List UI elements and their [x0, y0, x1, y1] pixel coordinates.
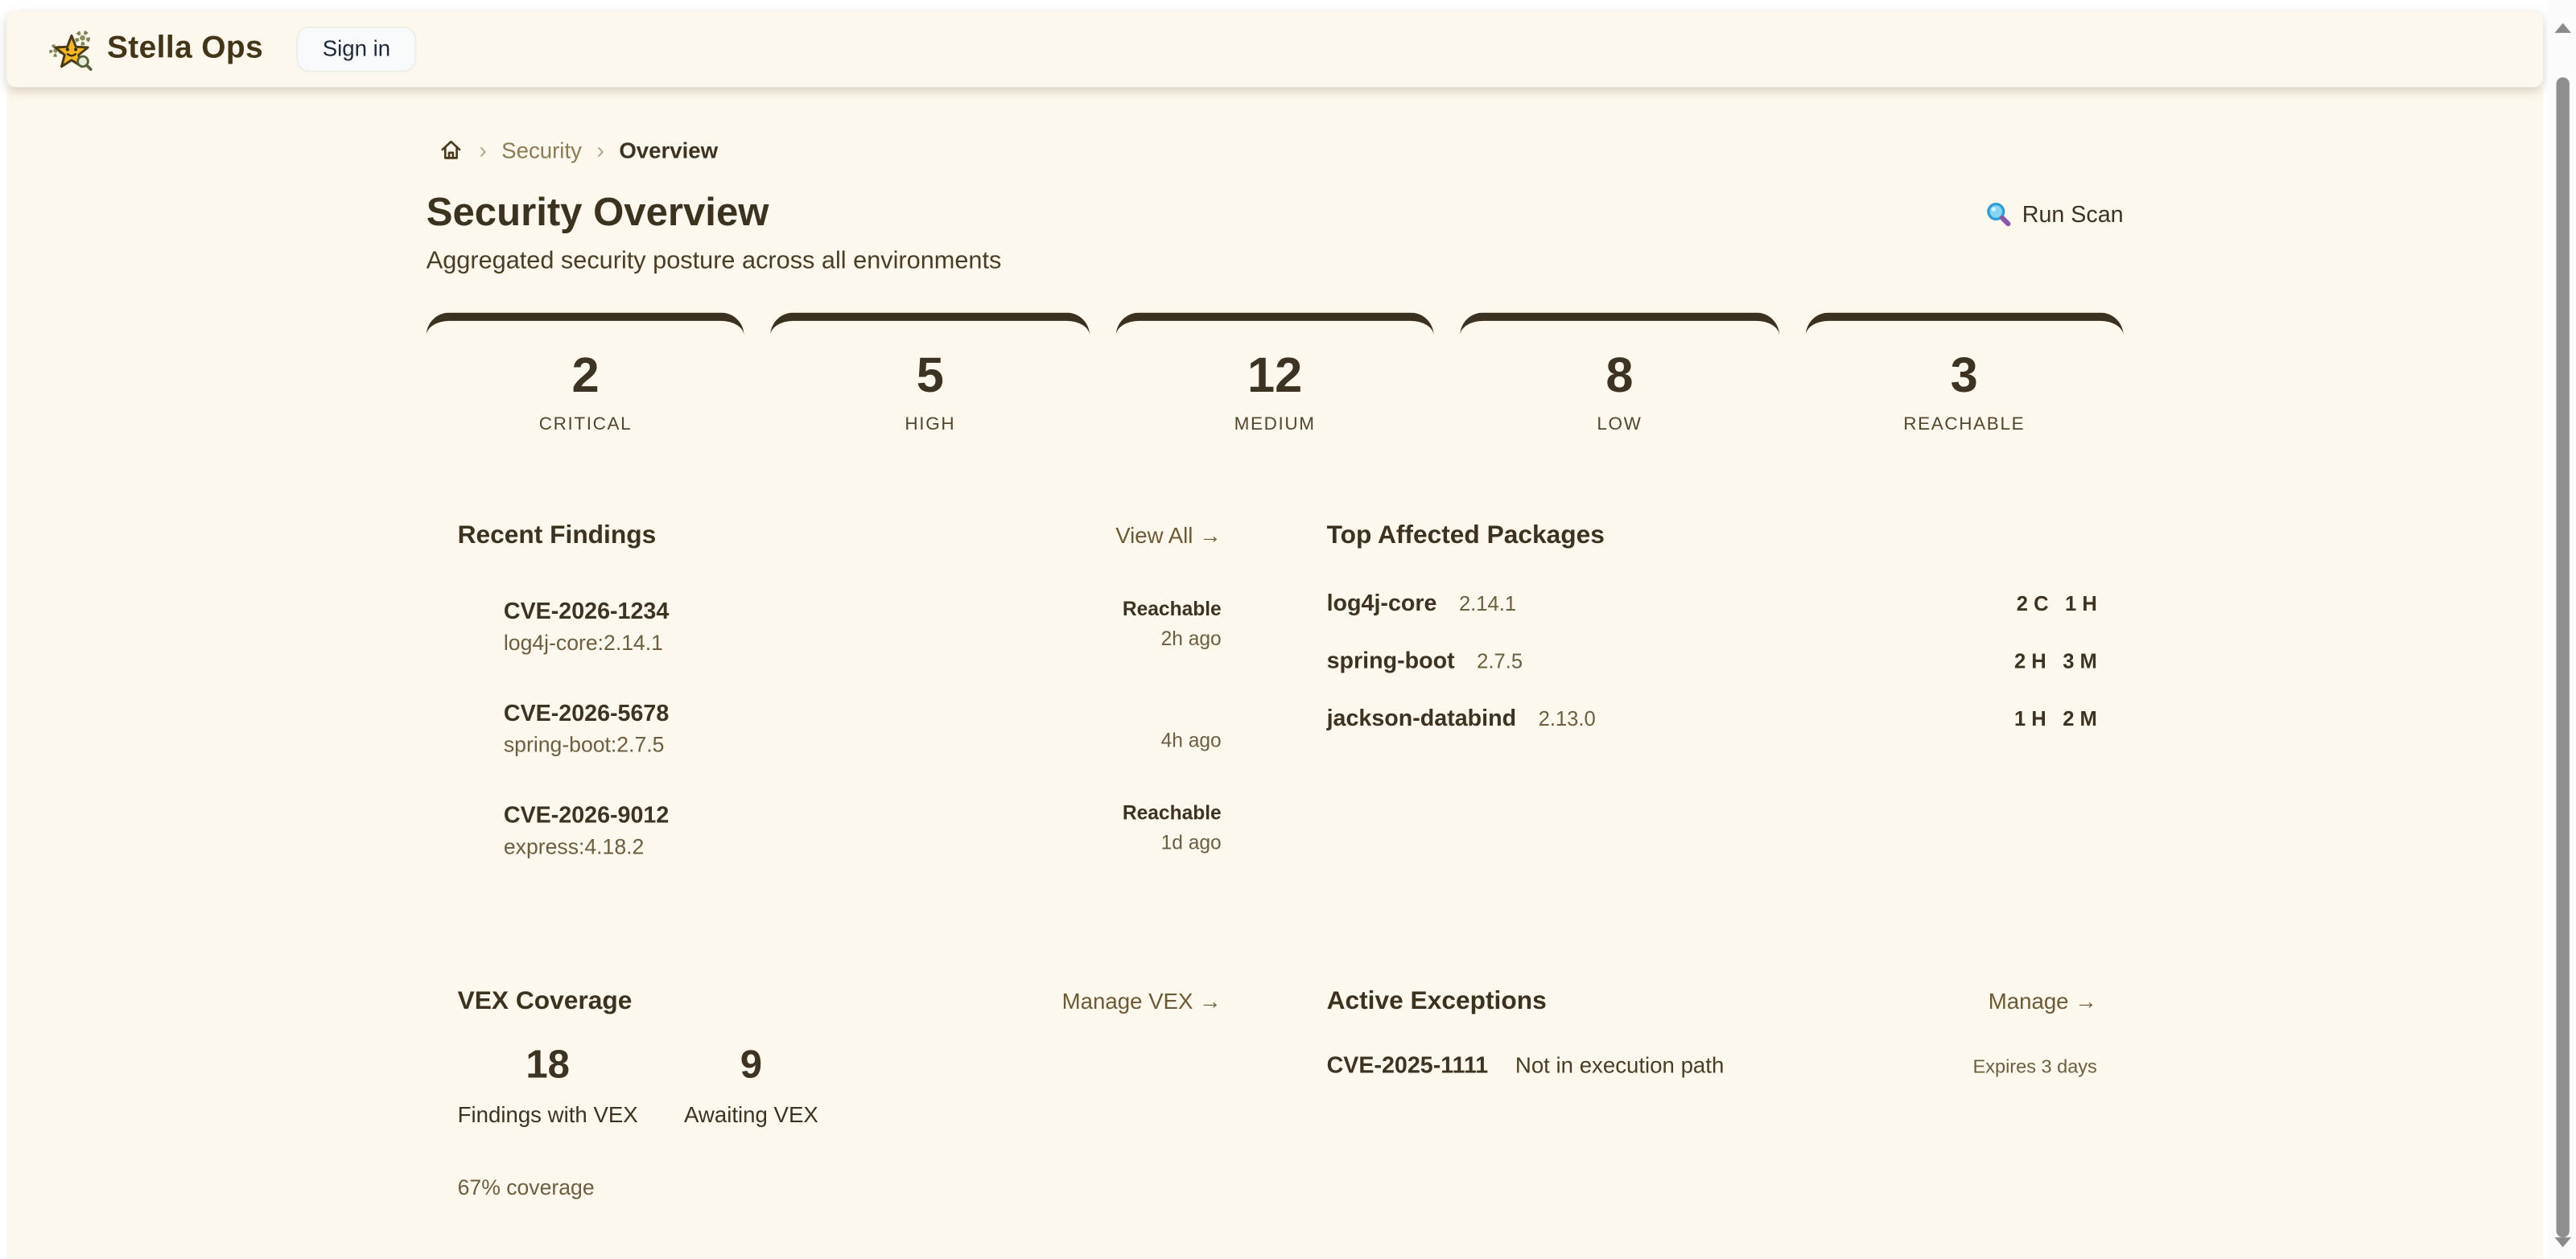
top-packages-title: Top Affected Packages [1326, 521, 1605, 550]
panel-head [1327, 521, 2097, 551]
title-row [427, 191, 2124, 237]
recent-findings-panel [427, 521, 1236, 890]
stella-ops-logo-icon [49, 27, 93, 72]
finding-row[interactable] [458, 788, 1222, 872]
finding-time: 1d ago [1160, 830, 1222, 854]
vex-label: Findings with VEX [457, 1102, 638, 1128]
panels-row-1 [427, 521, 2124, 890]
stat-value: 5 [916, 348, 944, 404]
breadcrumb-separator: › [479, 136, 487, 163]
findings-list [458, 584, 1222, 872]
scroll-up-icon [2553, 23, 2570, 32]
severity-count: 1 H [2013, 706, 2046, 730]
package-name: jackson-databind [1326, 703, 1517, 730]
active-exceptions-panel [1313, 987, 2123, 1199]
scrollbar-thumb[interactable] [2555, 77, 2568, 1237]
vex-label: Awaiting VEX [683, 1102, 818, 1128]
package-name: spring-boot [1326, 645, 1455, 673]
severity-cards-row [427, 313, 2124, 455]
panel-head [458, 521, 1222, 551]
severity-count: 1 H [2065, 591, 2097, 615]
severity-count: 3 M [2063, 648, 2097, 673]
stat-label: REACHABLE [1903, 414, 2026, 434]
manage-vex-link[interactable]: Manage VEX → [1061, 989, 1222, 1014]
vex-coverage-title: VEX Coverage [457, 987, 633, 1016]
severity-count: 2 M [2063, 706, 2097, 730]
panel-head [458, 987, 1222, 1017]
exception-row[interactable] [1327, 1051, 2097, 1081]
finding-package: log4j-core:2.14.1 [503, 630, 663, 656]
vex-value: 18 [526, 1043, 570, 1088]
brand [49, 27, 263, 72]
vex-stat-with [458, 1043, 638, 1127]
scroll-down-button[interactable] [2548, 1228, 2576, 1256]
stat-value: 3 [1950, 348, 1978, 404]
severity-card-low [1461, 313, 1779, 455]
reachable-badge [1161, 699, 1222, 722]
run-scan-label: Run Scan [2022, 200, 2124, 228]
view-all-link[interactable]: View All → [1115, 523, 1222, 549]
page-title: Security Overview [426, 191, 769, 236]
stat-value: 2 [571, 348, 600, 404]
main-surface [6, 87, 2543, 1259]
severity-card-critical [427, 313, 745, 455]
top-affected-packages-panel [1313, 521, 2123, 890]
home-icon[interactable] [438, 137, 464, 163]
stat-value: 12 [1247, 348, 1303, 404]
finding-cve: CVE-2026-9012 [503, 801, 670, 828]
severity-card-reachable [1805, 313, 2124, 455]
panel-head [1327, 987, 2097, 1017]
stat-label: CRITICAL [538, 414, 633, 434]
scroll-up-button[interactable] [2548, 13, 2576, 41]
package-row[interactable] [1327, 689, 2097, 747]
vex-value: 9 [740, 1043, 763, 1088]
exception-reason: Not in execution path [1515, 1053, 1725, 1078]
finding-cve: CVE-2026-5678 [503, 699, 670, 726]
finding-time: 4h ago [1160, 729, 1222, 752]
vex-stats [458, 1043, 1222, 1127]
recent-findings-title: Recent Findings [457, 521, 657, 550]
package-version: 2.14.1 [1458, 591, 1517, 615]
scroll-down-icon [2553, 1237, 2570, 1247]
package-version: 2.13.0 [1538, 706, 1596, 730]
scrollbar[interactable] [2548, 0, 2576, 1259]
stat-label: LOW [1597, 414, 1642, 434]
exception-expires: Expires 3 days [1972, 1058, 2097, 1078]
finding-row[interactable] [458, 584, 1222, 668]
stat-value: 8 [1605, 348, 1634, 404]
severity-count: 2 C [2016, 591, 2049, 615]
reachable-badge: Reachable [1122, 597, 1222, 621]
stat-label: HIGH [905, 414, 956, 434]
reachable-badge: Reachable [1122, 801, 1222, 825]
finding-cve: CVE-2026-1234 [503, 597, 670, 624]
severity-card-medium [1115, 313, 1434, 455]
packages-list [1327, 574, 2097, 747]
finding-time: 2h ago [1160, 627, 1222, 650]
manage-exceptions-link[interactable]: Manage → [1988, 989, 2097, 1014]
package-row[interactable] [1327, 632, 2097, 689]
stat-label: MEDIUM [1234, 414, 1316, 434]
vex-coverage-percentage: 67% coverage [457, 1175, 595, 1200]
package-version: 2.7.5 [1477, 648, 1523, 673]
package-row[interactable] [1327, 574, 2097, 632]
severity-card-high [771, 313, 1090, 455]
brand-title: Stella Ops [106, 31, 264, 66]
vex-coverage-panel [427, 987, 1236, 1199]
sign-in-button[interactable]: Sign in [296, 27, 417, 72]
package-name: log4j-core [1326, 588, 1437, 615]
breadcrumb-item-security[interactable]: Security [501, 137, 582, 163]
run-scan-button[interactable] [1985, 201, 2124, 228]
finding-package: express:4.18.2 [503, 834, 645, 859]
panels-row-2 [427, 987, 2124, 1199]
finding-package: spring-boot:2.7.5 [503, 732, 665, 757]
exception-cve: CVE-2025-1111 [1326, 1051, 1489, 1078]
content-container [427, 87, 2124, 1199]
breadcrumb-item-overview: Overview [619, 137, 719, 163]
app-header [6, 11, 2543, 87]
severity-count: 2 H [2013, 648, 2046, 673]
breadcrumb-separator: › [596, 136, 604, 163]
page-subtitle: Aggregated security posture across all environments [426, 246, 1002, 275]
breadcrumb [438, 137, 2123, 163]
vex-stat-awaiting [684, 1043, 818, 1127]
active-exceptions-title: Active Exceptions [1326, 987, 1547, 1016]
finding-row[interactable] [458, 686, 1222, 770]
search-icon [1985, 201, 2011, 228]
